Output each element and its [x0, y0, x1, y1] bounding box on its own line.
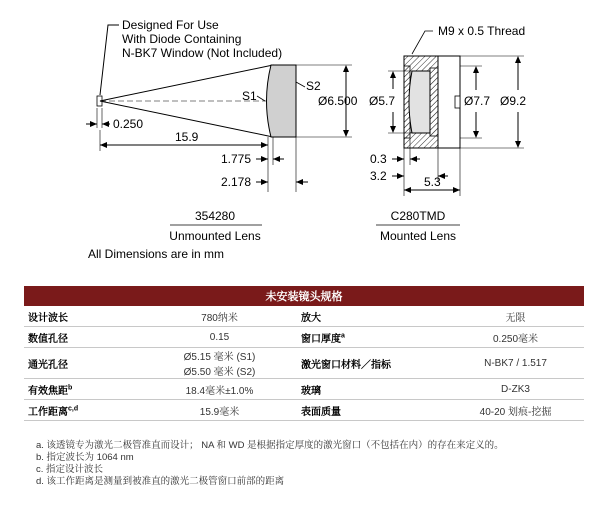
spec-key: 表面质量	[297, 400, 447, 421]
spec-key: 窗口厚度$^a$	[297, 327, 447, 348]
spec-value: 18.4毫米±1.0%	[142, 379, 297, 400]
unmounted-lens	[267, 65, 297, 137]
note-leader	[100, 25, 119, 95]
dim-92: Ø9.2	[500, 94, 527, 108]
spec-key: 工作距离$^{c,d}$	[24, 400, 142, 421]
table-row	[24, 348, 584, 379]
left-part-number: 354280	[194, 209, 236, 223]
table-title: 未安装镜头规格	[24, 286, 584, 306]
note-line-2: With Diode Containing	[122, 32, 242, 46]
spec-key: 放大	[297, 306, 447, 327]
spec-key: 设计波长	[24, 306, 142, 327]
footnote: a. 该透镜专为激光二极管准直而设计； NA 和 WD 是根据指定厚度的激光窗口（不包括在内）的存在来定义的。	[36, 440, 504, 451]
dim-159: 15.9	[175, 130, 199, 144]
dim-6500: Ø6.500	[318, 94, 358, 108]
right-caption: Mounted Lens	[379, 229, 457, 243]
surface-s2-label: S2	[306, 79, 321, 93]
table-row	[24, 379, 584, 400]
note-line-1: Designed For Use	[122, 18, 219, 32]
spec-value: 无限	[447, 306, 584, 327]
left-caption: Unmounted Lens	[169, 229, 261, 243]
spec-key: 玻璃	[297, 379, 447, 400]
spec-value: 0.15	[142, 327, 297, 348]
spec-key: 有效焦距$^b$	[24, 379, 142, 400]
dim-57: Ø5.7	[369, 94, 396, 108]
spec-value: 780纳米	[142, 306, 297, 327]
table-row	[24, 306, 584, 327]
thread-label: M9 x 0.5 Thread	[438, 24, 526, 38]
spec-key: 通光孔径	[24, 348, 142, 379]
dim-32: 3.2	[370, 169, 387, 183]
footnote: c. 指定设计波长	[36, 464, 104, 475]
spec-value: N-BK7 / 1.517	[447, 348, 584, 379]
right-part-number: C280TMD	[390, 209, 446, 223]
dim-77: Ø7.7	[464, 94, 491, 108]
footnotes	[36, 440, 596, 488]
spec-key: 数值孔径	[24, 327, 142, 348]
table-row	[24, 400, 584, 421]
surface-s1-label: S1	[242, 89, 257, 103]
dim-1775: 1.775	[221, 152, 252, 166]
dim-2178: 2.178	[221, 175, 252, 189]
footnote: b. 指定波长为 1064 nm	[36, 452, 134, 463]
dim-0250: 0.250	[113, 117, 144, 131]
dim-53: 5.3	[424, 175, 441, 189]
spec-value: D-ZK3	[447, 379, 584, 400]
spec-value: 40-20 划痕-挖掘	[447, 400, 584, 421]
table-row	[24, 327, 584, 348]
spec-value: 0.250毫米	[447, 327, 584, 348]
note-line-3: N-BK7 Window (Not Included)	[122, 46, 283, 60]
dim-03: 0.3	[370, 152, 387, 166]
units-note: All Dimensions are in mm	[88, 247, 225, 261]
spec-value: 15.9毫米	[142, 400, 297, 421]
spec-table	[24, 286, 584, 421]
mounted-lens	[409, 71, 430, 133]
footnote: d. 该工作距离是测量到被准直的激光二极管窗口前部的距离	[36, 476, 285, 487]
spec-key: 激光窗口材料／指标	[297, 348, 447, 379]
spec-value: Ø5.15 毫米 (S1) Ø5.50 毫米 (S2)	[142, 348, 297, 379]
